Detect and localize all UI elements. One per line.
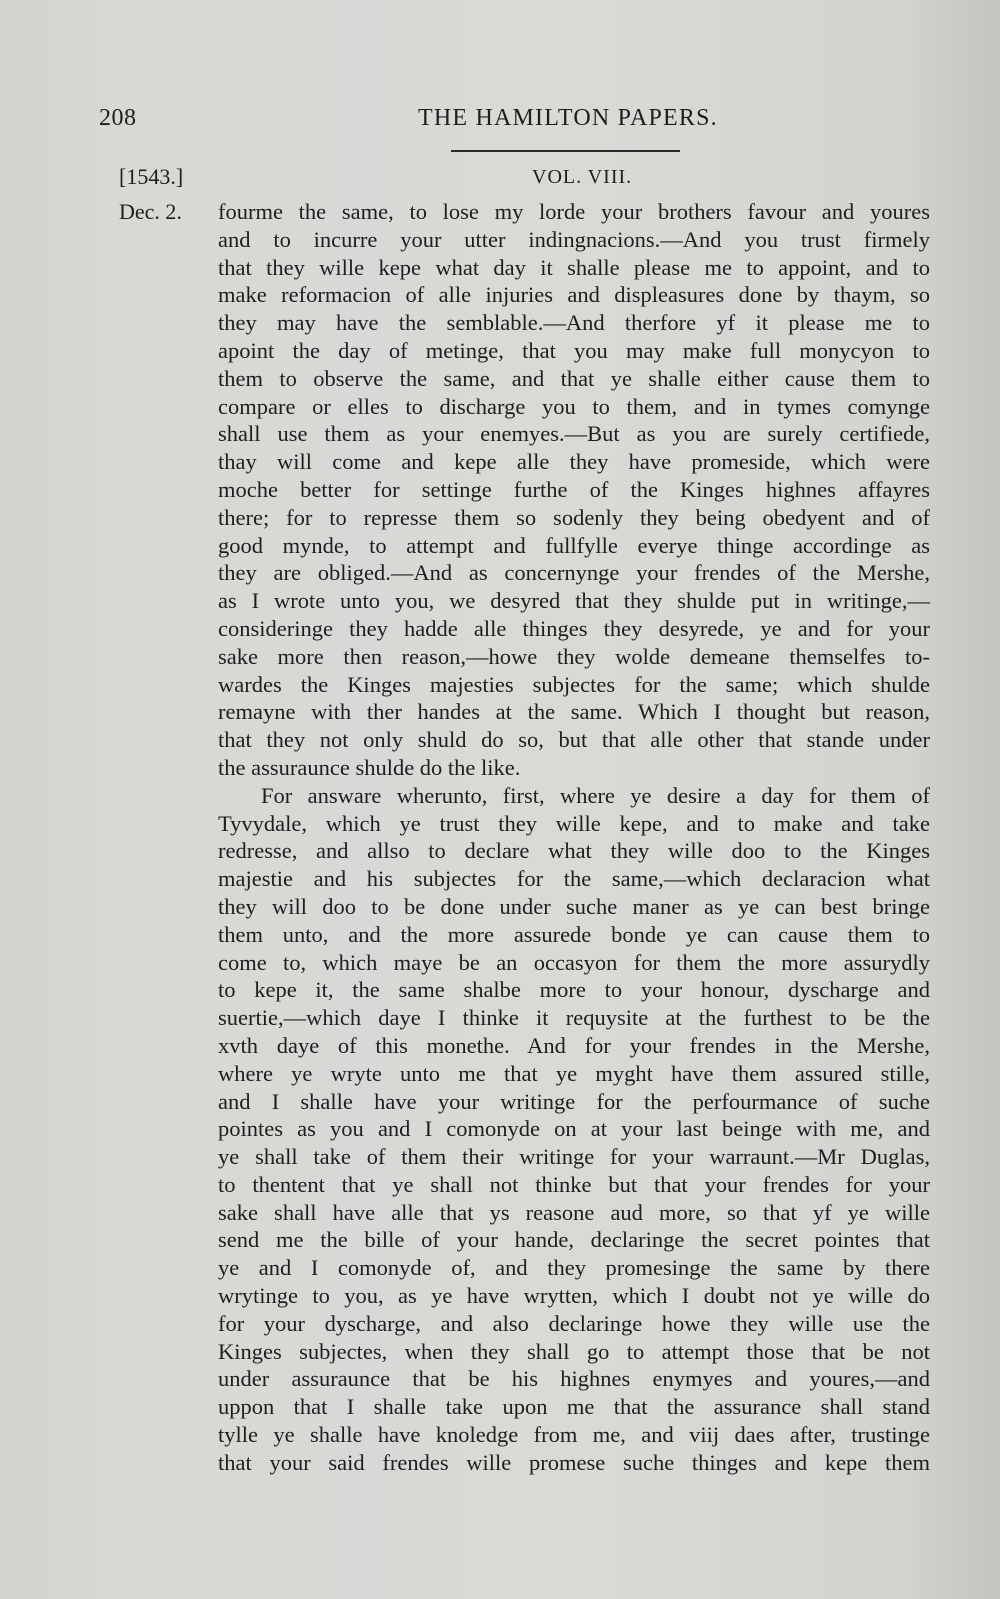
volume-label: VOL. VIII. [532,166,633,188]
text-line: them to observe the same, and that ye shalle either cause them to [218,365,930,391]
text-line: where ye wryte unto me that ye myght have them assured stille, [218,1060,930,1086]
text-line: under assuraunce that be his highnes enymyes and youres,—and [218,1366,930,1392]
text-line: that your said frendes wille promese suche thinges and kepe them [218,1449,930,1475]
text-line: the assuraunce shulde do the like. [218,754,521,780]
text-line: xvth daye of this monethe. And for your frendes in the Mershe, [218,1032,930,1058]
text-line: majestie and his subjectes for the same,—which declaracion what [218,866,930,892]
text-line: fourme the same, to lose my lorde your brothers favour and youres [218,199,930,224]
text-line: compare or elles to discharge you to them, and in tymes comynge [218,393,930,419]
text-line: uppon that I shalle take upon me that the assurance shall stand [218,1394,930,1420]
text-line: sake more then reason,—howe they wolde demeane themselfes to- [218,643,930,669]
text-line: they are obliged.—And as concernynge your frendes of the Mershe, [218,560,930,586]
text-line: Tyvydale, which ye trust they wille kepe, and to make and take [218,810,930,836]
text-line: send me the bille of your hande, declaringe the secret pointes that [218,1227,930,1253]
body-text [218,198,930,1477]
text-line: and to incurre your utter indingnacions.—And you trust firmely [218,226,930,252]
text-line: as I wrote unto you, we desyred that they shulde put in writinge,— [218,588,930,614]
text-line: Kinges subjectes, when they shall go to attempt those that be not [218,1338,930,1364]
header-rule [451,150,680,152]
text-line: ye and I comonyde of, and they promesinge the same by there [218,1255,930,1281]
text-line: for your dyscharge, and also declaringe howe they wille use the [218,1310,930,1336]
text-line: sake shall have alle that ys reasone aud more, so that yf ye wille [218,1199,930,1225]
text-line: For answare wherunto, first, where ye desire a day for them of [261,782,930,808]
text-line: there; for to represse them so sodenly they being obedyent and of [218,504,930,530]
text-line: moche better for settinge furthe of the Kinges highnes affayres [218,476,930,502]
text-line: remayne with ther handes at the same. Which I thought but reason, [218,699,930,725]
text-line: come to, which maye be an occasyon for them the more assurydly [218,949,930,975]
text-line: thay will come and kepe alle they have promeside, which were [218,449,930,475]
text-line: good mynde, to attempt and fullfylle everye thinge accordinge as [218,532,930,558]
margin-date: Dec. 2. [119,199,182,224]
text-line: they may have the semblable.—And therfore yf it please me to [218,310,930,336]
text-line: that they wille kepe what day it shalle please me to appoint, and to [218,254,930,280]
text-line: ye shall take of them their writinge for your warraunt.—Mr Duglas, [218,1144,930,1170]
text-line: make reformacion of alle injuries and displeasures done by thaym, so [218,282,930,308]
text-line: and I shalle have your writinge for the perfourmance of suche [218,1088,930,1114]
text-line: redresse, and allso to declare what they wille doo to the Kinges [218,838,930,864]
text-line: consideringe they hadde alle thinges they desyrede, ye and for your [218,615,930,641]
text-line: wrytinge to you, as ye have wrytten, which I doubt not ye wille do [218,1283,930,1309]
running-head: THE HAMILTON PAPERS. [418,105,718,131]
text-line: wardes the Kinges majesties subjectes for the same; which shulde [218,671,930,697]
text-line: shall use them as your enemyes.—But as you are surely certifiede, [218,421,930,447]
text-line: apoint the day of metinge, that you may make full monycyon to [218,337,930,363]
text-line: to kepe it, the same shalbe more to your honour, dyscharge and [218,977,930,1003]
text-line: to thentent that ye shall not thinke but that your frendes for your [218,1171,930,1197]
text-line: they will doo to be done under suche maner as ye can best bringe [218,893,930,919]
text-line: that they not only shuld do so, but that alle other that stande under [218,727,930,753]
text-line: pointes as you and I comonyde on at your last beinge with me, and [218,1116,930,1142]
text-line: tylle ye shalle have knoledge from me, and viij daes after, trustinge [218,1422,930,1448]
margin-year: [1543.] [119,164,184,189]
page-number: 208 [99,105,137,131]
text-line: suertie,—which daye I thinke it requysite at the furthest to be the [218,1005,930,1031]
text-line: them unto, and the more assurede bonde ye can cause them to [218,921,930,947]
